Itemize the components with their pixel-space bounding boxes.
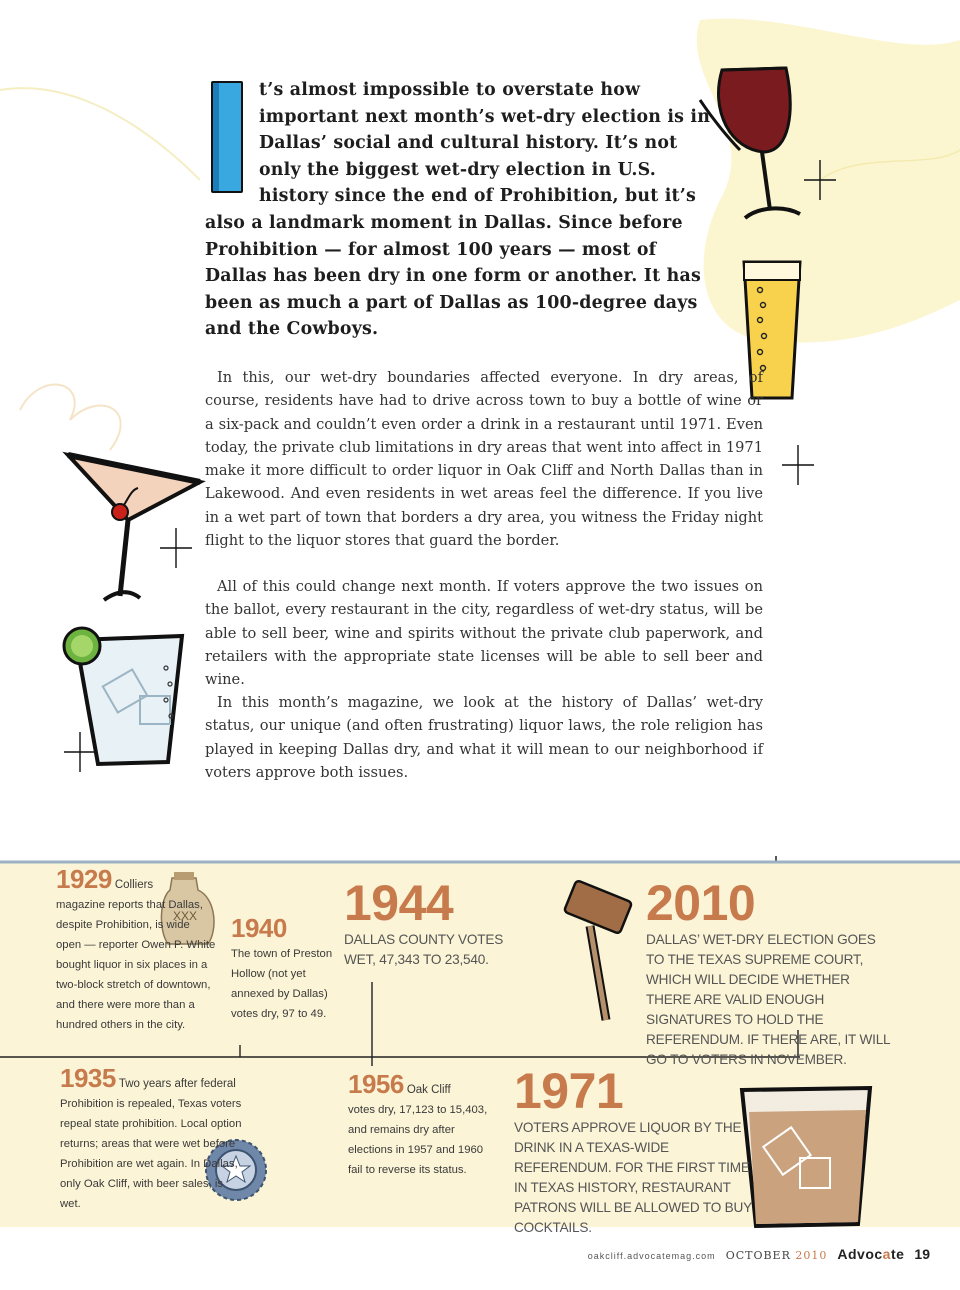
timeline-text: DALLAS’ WET-DRY ELECTION GOES TO THE TEXAS SUPREME COURT, WHICH WILL DECIDE WHETHER THERE ARE VALID ENOUGH SIGNATURES TO HOLD THE REFERENDUM. IF THERE ARE, IT WILL GO TO VOTERS IN NOVEMBER. [646,932,890,1067]
footer-url: oakcliff.advocatemag.com [587,1251,716,1261]
timeline-year: 1956 [348,1069,404,1099]
timeline-entry-1944 [344,876,514,970]
timeline-year: 1971 [514,1063,624,1119]
body-paragraph-3: In this month’s magazine, we look at the history of Dallas’ wet-dry status, our unique (and often frustrating) liquor laws, the role religion has played in keeping Dallas dry, and what it will mean to our neighborhood if voters approve both issues. [205,694,763,781]
martini-glass-icon [68,455,200,600]
timeline-lead: Colliers [114,879,154,891]
whiskey-tumbler-icon [742,1088,870,1226]
timeline-text: The town of Preston Hollow (not yet annexed by Dallas) votes dry, 97 to 49. [231,948,333,1020]
timeline-year: 1944 [344,875,454,931]
timeline-year: 1935 [60,1063,116,1093]
timeline-entry-2010 [646,876,896,1070]
timeline-entry-1971 [514,1064,754,1238]
timeline-year: 2010 [646,875,756,931]
footer-month: OCTOBER [725,1249,791,1262]
brand-part-3: te [890,1246,905,1262]
dropcap-letter [211,81,243,193]
timeline-text: magazine reports that Dallas, despite Prohibition, is wide open — reporter Owen P. White bought liquor in six places in a two-block stretch of downtown, and there were more than a hundred others in the city. [56,899,216,1031]
body-paragraph-2: All of this could change next month. If voters approve the two issues on the ballot, every restaurant in the city, regardless of wet-dry status, will be able to sell beer, wine and spirits without the private club paperwork, and retailers with the appropriate state licenses will be able to sell beer and wine. [205,578,763,689]
timeline-text: DALLAS COUNTY VOTES WET, 47,343 TO 23,540. [344,932,504,967]
timeline-entry-1956 [348,1069,488,1180]
footer-date [726,1249,828,1262]
article-intro [205,77,715,343]
jug-label: XXX [173,909,198,923]
footer-brand [837,1246,904,1262]
timeline-entry-1929 [56,864,216,1035]
intro-text: t’s almost impossible to overstate how important next month’s wet-dry election is in Dallas’ social and cultural history. It’s not only the biggest wet-dry election in U.S. history since the end of Prohibition, but it’s also a landmark moment in Dallas. Since before Prohibition — for almost 100 years — most of Dallas has been dry in one form or another. It has been as much a part of Dallas as 100-degree days and the Cowboys. [205,80,711,340]
body-paragraph-1: In this, our wet-dry boundaries affected everyone. In dry areas, of course, residents have had to drive across town to buy a bottle of wine or a six-pack and couldn’t even order a drink in a restaurant until 1971. Even today, the private club limitations in dry areas that went into affect in 1971 make it more difficult to order liquor in Oak Cliff and North Dallas than in Lakewood. And even residents in wet areas feel the difference. If you live in a wet part of town that borders a dry area, you witness the Friday night flight to the liquor stores that guard the border. [205,369,763,550]
timeline-text: votes dry, 17,123 to 15,403, and remains dry after elections in 1957 and 1960 fail to reverse its status. [348,1104,488,1176]
brand-part-2: a [882,1246,891,1262]
timeline-text: VOTERS APPROVE LIQUOR BY THE DRINK IN A TEXAS-WIDE REFERENDUM. FOR THE FIRST TIME IN TEXAS HISTORY, RESTAURANT PATRONS WILL BE ALLOWED TO BUY COCKTAILS. [514,1120,752,1235]
timeline-year: 1940 [231,913,287,943]
timeline-entry-1935 [60,1063,245,1214]
timeline-year: 1929 [56,864,112,894]
timeline-text: Prohibition is repealed, Texas voters repeal state prohibition. Local option returns; areas that were wet before Prohibition are wet again. In Dallas, only Oak Cliff, with beer sales, is wet. [60,1098,242,1210]
timeline-lead: Oak Cliff [406,1084,451,1096]
footer-year: 2010 [795,1249,828,1262]
page-footer [588,1246,930,1262]
timeline-entry-1940 [231,913,341,1024]
page-number: 19 [914,1246,930,1262]
timeline-lead: Two years after federal [118,1078,236,1090]
lime-tumbler-icon [64,628,182,764]
brand-part-1: Advoc [837,1246,883,1262]
